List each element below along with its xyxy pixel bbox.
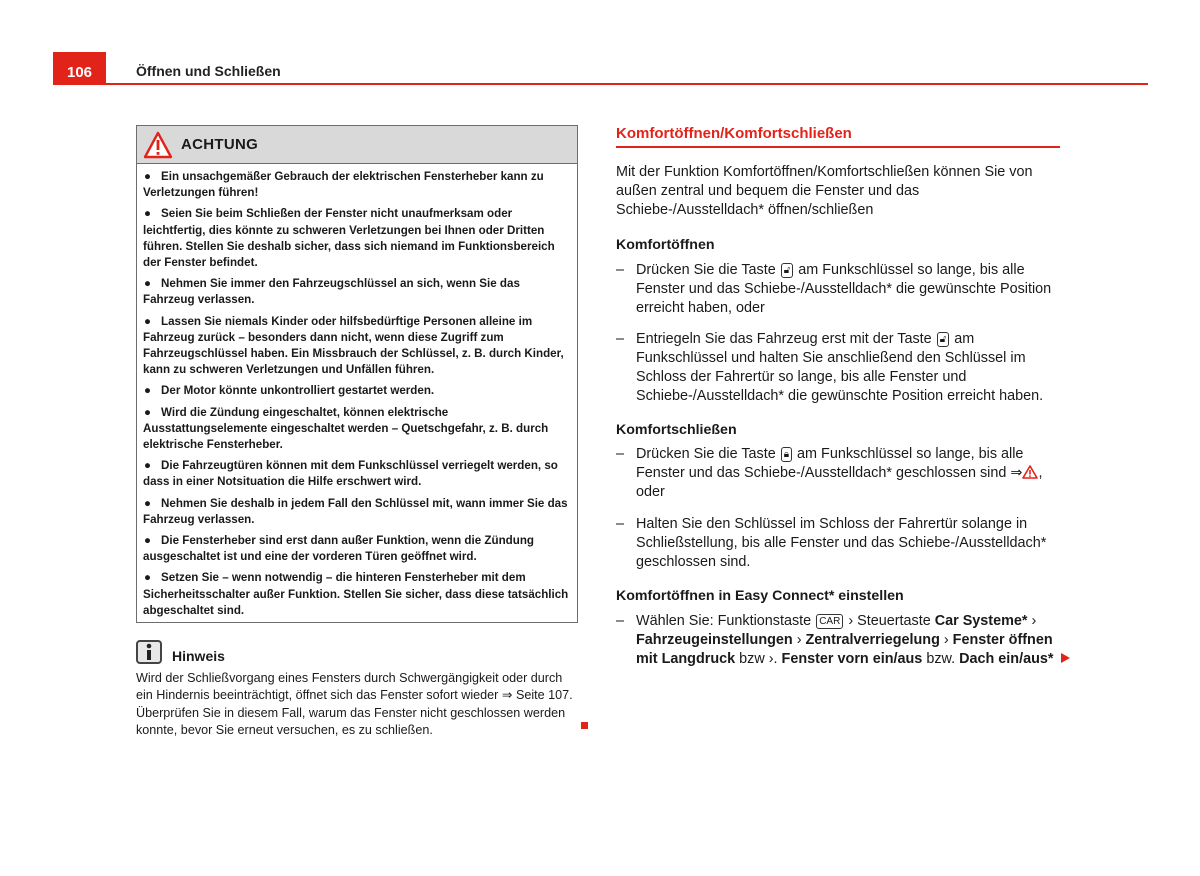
header-rule xyxy=(53,83,1148,85)
warning-item: ● Seien Sie beim Schließen der Fenster nicht unaufmerksam oder leichtfertig, dies könnte zu schweren Verletzungen bei Ihnen oder Dritten führen. Stellen Sie deshalb sicher, dass sich niemand im Funktionsbereich der Fenster befindet. xyxy=(143,207,555,270)
note-header xyxy=(136,640,225,664)
warning-list xyxy=(137,164,577,619)
warning-triangle-icon xyxy=(1022,465,1038,479)
section-end-marker xyxy=(581,722,588,729)
warning-item: ● Die Fahrzeugtüren können mit dem Funkschlüssel verriegelt werden, so dass in einer Notsituation die Hilfe erschwert wird. xyxy=(143,459,558,489)
section-title: Komfortöffnen/Komfortschließen xyxy=(616,125,1060,148)
key-lock-icon: 🔒︎ xyxy=(781,447,792,462)
key-unlock-icon: 🔓︎ xyxy=(781,263,793,278)
warning-box xyxy=(136,125,578,623)
warning-item: ● Wird die Zündung eingeschaltet, können elektrische Ausstattungselemente eingeschaltet werden – Quetschgefahr, z. B. durch elektrische Fensterheber. xyxy=(143,405,549,452)
car-key: CAR xyxy=(816,614,843,629)
page-link[interactable]: ⇒ Seite 107 xyxy=(501,688,570,703)
list-item: – Entriegeln Sie das Fahrzeug erst mit der Taste 🔓︎ am Funkschlüssel und halten Sie anschließend den Schlüssel im Schloss der Fahrertür so lange, bis alle Fenster und Schiebe-/Ausstelldach* die gewünschte Position erreicht haben. xyxy=(616,331,1044,404)
warning-item: ● Nehmen Sie immer den Fahrzeugschlüssel an sich, wenn Sie das Fahrzeug verlassen. xyxy=(143,277,520,307)
warning-item: ● Die Fensterheber sind erst dann außer Funktion, wenn die Zündung ausgeschaltet ist und eine der vorderen Türen geöffnet wird. xyxy=(143,534,534,564)
warning-item: ● Lassen Sie niemals Kinder oder hilfsbedürftige Personen alleine im Fahrzeug zurück – besonders dann nicht, wenn diese Zugriff zum Fahrzeugschlüssel haben. Ein Missbrauch der Schlüssel, z. B. durch Kinder, kann zu schweren Verletzungen und Unfällen führen. xyxy=(143,314,564,377)
list-item: – Halten Sie den Schlüssel im Schloss der Fahrertür solange in Schließstellung, bis alle Fenster und das Schiebe-/Ausstelldach* geschlossen sind. xyxy=(616,516,1047,570)
list-item: – Drücken Sie die Taste 🔒︎ am Funkschlüssel so lange, bis alle Fenster und das Schiebe-/Ausstelldach* geschlossen sind ⇒ , oder xyxy=(616,446,1043,500)
list-item: – Drücken Sie die Taste 🔓︎ am Funkschlüssel so lange, bis alle Fenster und das Schiebe-/Ausstelldach* die gewünschte Position erreicht haben, oder xyxy=(616,262,1052,316)
key-unlock-icon: 🔓︎ xyxy=(937,332,949,347)
warning-title: ACHTUNG xyxy=(181,136,259,153)
page-number-text: 106 xyxy=(66,64,93,81)
subheading-easy-connect: Komfortöffnen in Easy Connect* einstellen xyxy=(616,588,904,604)
subheading-komfortschliessen: Komfortschließen xyxy=(616,422,737,438)
note-text: Wird der Schließvorgang eines Fensters durch Schwergängigkeit oder durch ein Hindernis beeinträchtigt, öffnet sich das Fenster sofort wieder ⇒ Seite 107. Überprüfen Sie in diesem Fall, warum das Fenster nicht geschlossen werden konnte, bevor Sie erneut versuchen, es zu schließen. xyxy=(136,671,573,737)
warning-item: ● Nehmen Sie deshalb in jedem Fall den Schlüssel mit, wann immer Sie das Fahrzeug verlassen. xyxy=(143,496,568,526)
page-number xyxy=(53,52,106,85)
warning-triangle-icon xyxy=(143,131,173,159)
warning-item: ● Setzen Sie – wenn notwendig – die hinteren Fensterheber mit dem Sicherheitsschalter außer Funktion. Stellen Sie sicher, dass diese tatsächlich abgeschaltet sind. xyxy=(143,571,569,617)
warning-item: ● Der Motor könnte unkontrolliert gestartet werden. xyxy=(144,384,435,398)
continue-arrow-icon xyxy=(1061,653,1070,663)
info-icon xyxy=(136,640,162,664)
chapter-title: Öffnen und Schließen xyxy=(136,63,281,79)
subheading-komfortoeffnen: Komfortöffnen xyxy=(616,237,715,253)
note-title: Hinweis xyxy=(172,648,225,664)
section-intro: Mit der Funktion Komfortöffnen/Komfortschließen können Sie von außen zentral und bequem die Fenster und das Schiebe-/Ausstelldach* öffnen/schließen xyxy=(616,164,1033,218)
warning-header xyxy=(137,126,577,164)
list-item: – Wählen Sie: Funktionstaste CAR › Steuertaste Car Systeme* › Fahrzeugeinstellungen › Zentralverriegelung › Fenster öffnen mit Langdruck bzw ›. Fenster vorn ein/aus bzw. Dach ein/aus* xyxy=(616,613,1054,667)
warning-item: ● Ein unsachgemäßer Gebrauch der elektrischen Fensterheber kann zu Verletzungen führen! xyxy=(143,170,544,200)
